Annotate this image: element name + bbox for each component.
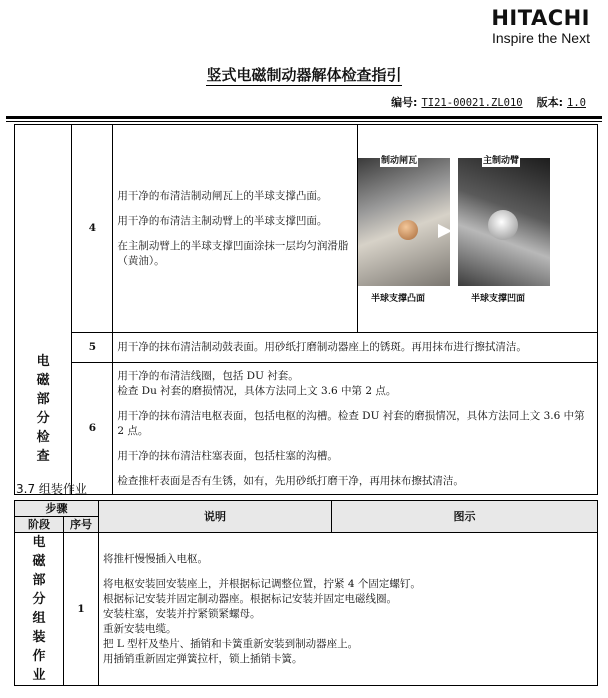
step-text: 用干净的抹布清洁电枢表面，包括电枢的沟槽。检查 DU 衬套的磨损情况，具体方法同上文 3.6 中第 2 点。	[117, 409, 585, 437]
seq-cell: 4	[72, 125, 113, 333]
steps-header: 步骤	[15, 501, 99, 517]
photo-label: 半球支撑凸面	[371, 293, 426, 304]
doc-no-value: TI21-00021.ZL010	[421, 97, 523, 109]
arrow-right-icon	[438, 224, 452, 238]
seq-header: 序号	[64, 517, 99, 533]
photo-group	[358, 144, 558, 314]
inspection-table	[14, 124, 598, 495]
seq-cell: 1	[64, 533, 99, 686]
table-row	[15, 533, 598, 686]
document-title: 竖式电磁制动器解体检查指引	[206, 66, 402, 84]
step-text: 将推杆慢慢插入电枢。	[103, 552, 208, 565]
step-text: 将电枢安装回安装座上，并根据标记调整位置，拧紧 4 个固定螺钉。	[103, 577, 421, 590]
table-row	[15, 125, 598, 333]
stage-cell: 电磁部分组装作业	[15, 533, 64, 686]
step-text: 根据标记安装并固定制动器座。根据标记安装并固定电磁线圈。	[103, 592, 397, 605]
step-text: 安装柱塞，安装并拧紧锁紧螺母。	[103, 607, 261, 620]
brand-tagline: Inspire the Next	[491, 30, 590, 46]
step-text: 用干净的布清洁主制动臂上的半球支撑凹面。	[117, 214, 328, 227]
brand-name: HITACHI	[491, 6, 590, 30]
step-text: 检查推杆表面是否有生锈，如有，先用砂纸打磨干净，再用抹布擦拭清洁。	[117, 474, 464, 487]
desc-cell: 用干净的抹布清洁制动鼓表面。用砂纸打磨制动器座上的锈斑。再用抹布进行擦拭清洁。	[113, 333, 598, 363]
desc-cell	[113, 363, 598, 495]
table-row	[15, 333, 598, 363]
step-text: 重新安装电缆。	[103, 622, 177, 635]
step-text: 用干净的布清洁制动闸瓦上的半球支撑凸面。	[117, 189, 328, 202]
hemisphere-convex-mark	[398, 220, 418, 240]
doc-no-label: 编号:	[391, 96, 418, 109]
document-number	[391, 94, 586, 110]
seq-cell: 5	[72, 333, 113, 363]
table-row	[15, 363, 598, 495]
figure-header: 图示	[332, 501, 598, 533]
step-text: 用插销重新固定弹簧拉杆，锁上插销卡簧。	[103, 652, 303, 665]
version-value: 1.0	[567, 97, 586, 109]
stage-header: 阶段	[15, 517, 64, 533]
assembly-table	[14, 500, 598, 686]
photo-label: 制动闸瓦	[381, 155, 418, 166]
step-text: 在主制动臂上的半球支撑凹面涂抹一层均匀润滑脂（黄油）。	[117, 239, 349, 267]
seq-cell: 6	[72, 363, 113, 495]
desc-cell	[99, 533, 598, 686]
version-label: 版本:	[536, 96, 564, 109]
desc-cell	[113, 125, 358, 333]
figure-cell	[358, 125, 598, 333]
photo-label: 主制动臂	[483, 155, 520, 166]
stage-cell: 电磁部分检查	[15, 125, 72, 495]
hemisphere-concave-mark	[488, 210, 518, 240]
photo-label: 半球支撑凹面	[471, 293, 526, 304]
step-text: 把 L 型杆及垫片、插销和卡簧重新安装到制动器座上。	[103, 637, 359, 650]
hitachi-logo	[491, 6, 590, 46]
section-title: 3.7 组装作业	[16, 482, 87, 496]
header-row	[15, 501, 598, 517]
step-text: 用干净的抹布清洁柱塞表面，包括柱塞的沟槽。	[117, 449, 338, 462]
desc-header: 说明	[99, 501, 332, 533]
step-text: 检查 Du 衬套的磨损情况，具体方法同上文 3.6 中第 2 点。	[117, 384, 397, 397]
header-rule	[6, 116, 602, 119]
step-text: 用干净的布清洁线圈，包括 DU 衬套。	[117, 369, 299, 382]
header-rule-thin	[6, 121, 602, 122]
